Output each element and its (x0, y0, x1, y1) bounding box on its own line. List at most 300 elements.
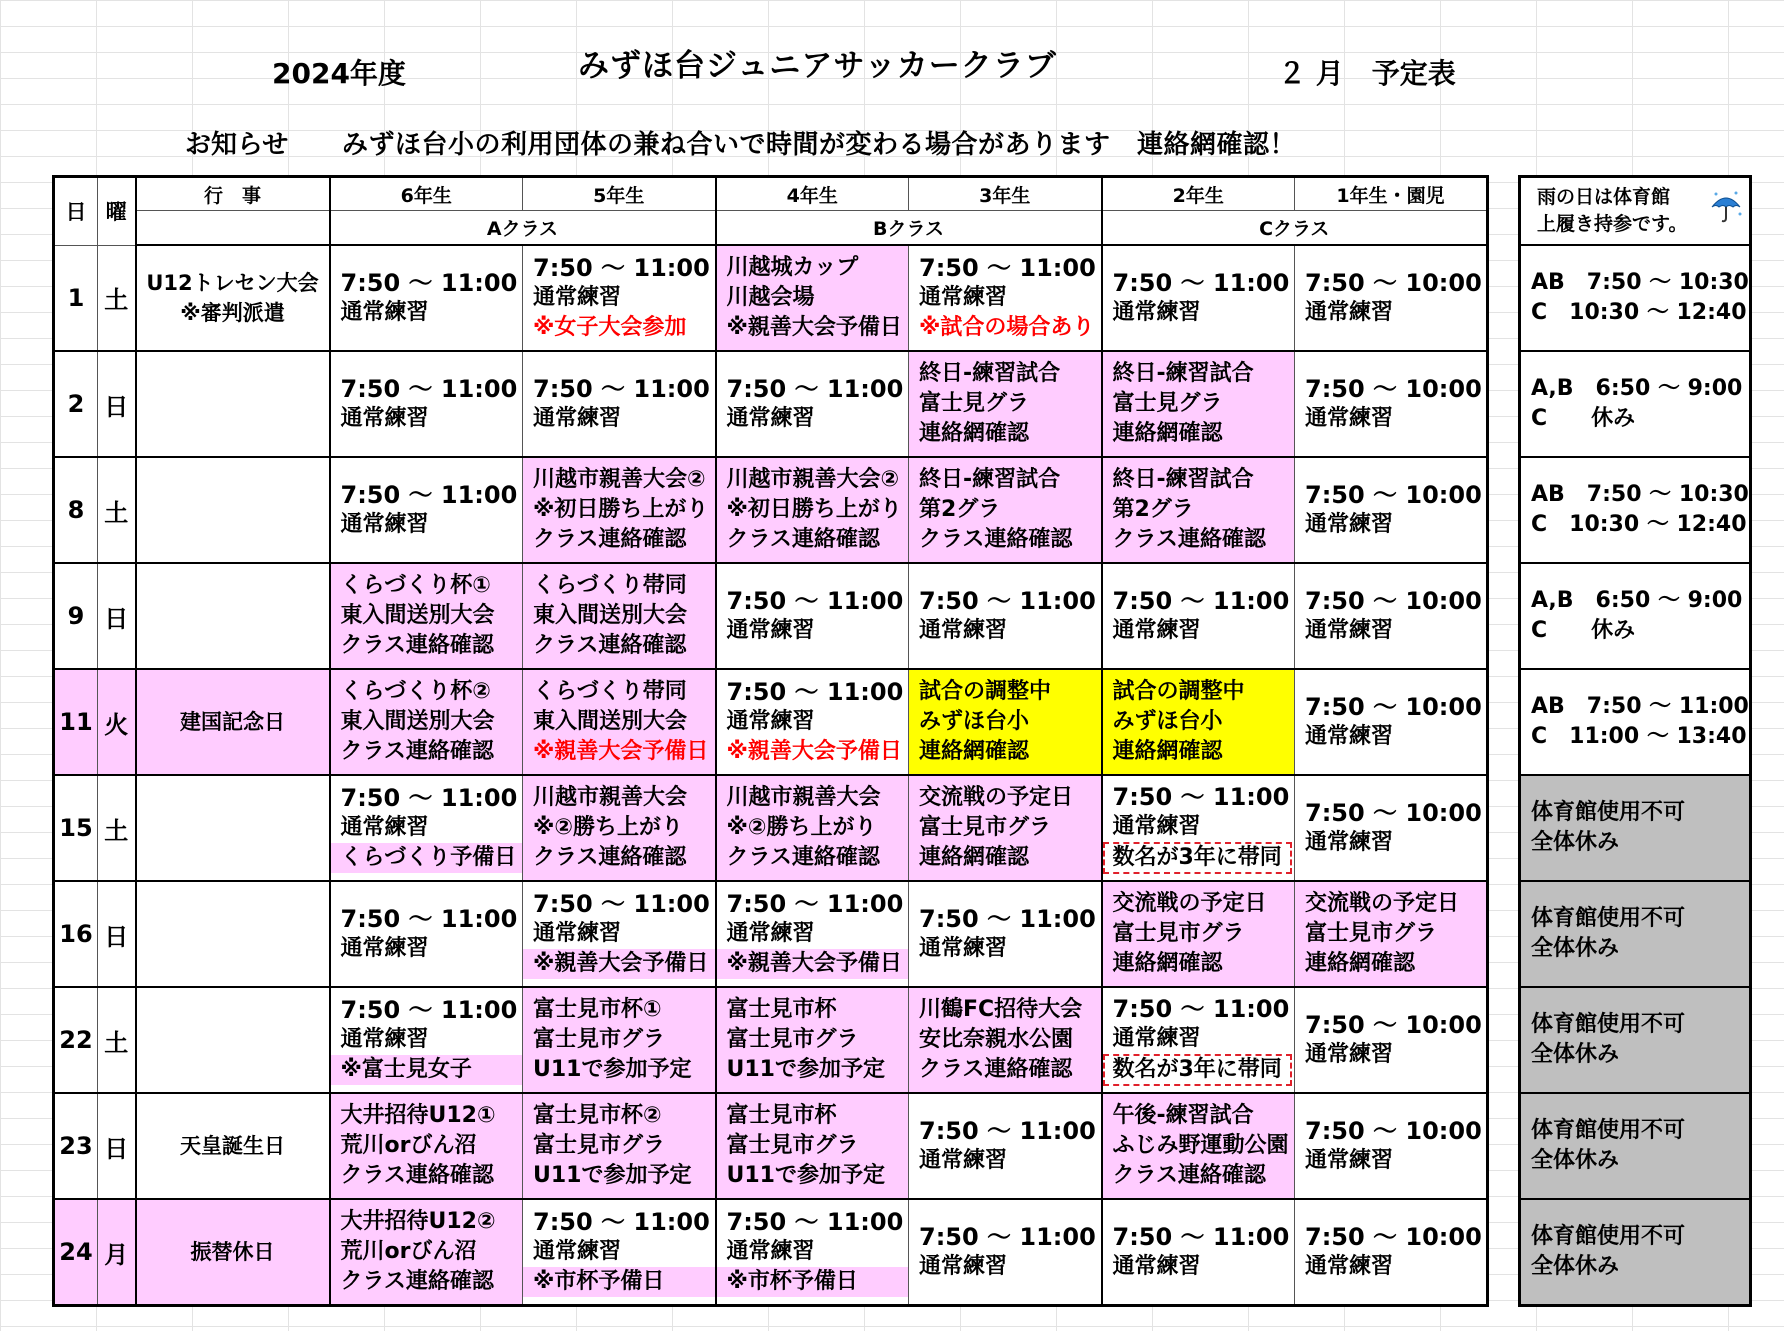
cell-line: クラス連絡確認 (1112, 527, 1266, 552)
cell-line: 7:50 ～ 11:00 (726, 375, 904, 403)
schedule-cell-g5 (523, 1199, 716, 1306)
cell-line: 交流戦の予定日 (1305, 891, 1460, 916)
col-header-g6: 6年生 (330, 177, 523, 211)
rain-schedule-cell (1520, 987, 1751, 1093)
cell-line: 通常練習 (919, 618, 1008, 643)
cell-line: くらづくり杯② (340, 679, 491, 704)
cell-line: ※女子大会参加 (533, 315, 687, 340)
schedule-cell-g6 (330, 457, 523, 563)
cell-line: 富士見グラ (919, 391, 1030, 416)
rain-schedule-cell (1520, 669, 1751, 775)
weekday: 土 (98, 245, 136, 351)
col-header-g3: 3年生 (909, 177, 1102, 211)
cell-line: くらづくり杯① (340, 573, 491, 598)
cell-line: 通常練習 (533, 1239, 622, 1264)
notice-text: みずほ台小の利用団体の兼ね合いで時間が変わる場合があります 連絡網確認！ (342, 130, 1297, 160)
cell-line: 全体休み (1531, 830, 1620, 855)
cell-line: 数名が3年に帯同 (1103, 842, 1293, 874)
cell-line: くらづくり予備日 (331, 843, 523, 873)
day-number: 16 (54, 881, 98, 987)
event-cell (136, 987, 330, 1093)
schedule-cell-g1 (1295, 457, 1488, 563)
cell-line: 通常練習 (340, 512, 429, 537)
schedule-cell-g6 (330, 1199, 523, 1306)
cell-line: 通常練習 (340, 406, 429, 431)
cell-line: C 10:30 ～ 12:40 (1531, 512, 1747, 537)
schedule-cell-g6 (330, 987, 523, 1093)
cell-line: C 11:00 ～ 13:40 (1531, 724, 1747, 749)
cell-line: 7:50 ～ 11:00 (533, 254, 710, 282)
schedule-cell-g6 (330, 1093, 523, 1199)
cell-line: 全体休み (1531, 936, 1620, 961)
day-number: 23 (54, 1093, 98, 1199)
schedule-cell-g3 (909, 987, 1102, 1093)
schedule-cell-g1 (1295, 987, 1488, 1093)
cell-line: AB 7:50 ～ 10:30 (1531, 270, 1749, 295)
cell-line: みずほ台小 (919, 709, 1030, 734)
cell-line: 終日-練習試合 (919, 361, 1061, 386)
schedule-cell-g5 (523, 987, 716, 1093)
cell-line: U11で参加予定 (726, 1057, 885, 1082)
schedule-table (52, 175, 1489, 1307)
day-number: 22 (54, 987, 98, 1093)
cell-line: 富士見市杯② (533, 1103, 662, 1128)
cell-line: クラス連絡確認 (533, 633, 687, 658)
schedule-cell-g3 (909, 563, 1102, 669)
schedule-cell-g1 (1295, 245, 1488, 351)
schedule-cell-g3 (909, 1093, 1102, 1199)
cell-line: 東入間送別大会 (533, 709, 688, 734)
cell-line: A,B 6:50 ～ 9:00 (1531, 588, 1743, 613)
cell-line: 通常練習 (340, 1027, 429, 1052)
cell-line: 通常練習 (726, 618, 815, 643)
schedule-cell-g2 (1102, 457, 1295, 563)
day-number: 15 (54, 775, 98, 881)
schedule-cell-g6 (330, 881, 523, 987)
cell-line: 全体休み (1531, 1148, 1620, 1173)
schedule-cell-g4 (716, 1093, 909, 1199)
cell-line: 通常練習 (1305, 1254, 1394, 1279)
cell-line: 交流戦の予定日 (1112, 891, 1267, 916)
cell-line: 通常練習 (726, 406, 815, 431)
schedule-cell-g4 (716, 245, 909, 351)
schedule-row (54, 669, 1488, 775)
cell-line: みずほ台小 (1112, 709, 1223, 734)
col-header-event: 行 事 (136, 177, 330, 211)
cell-line: ※市杯予備日 (717, 1267, 909, 1297)
weekday: 日 (98, 563, 136, 669)
schedule-cell-g4 (716, 457, 909, 563)
schedule-cell-g6 (330, 775, 523, 881)
schedule-cell-g2 (1102, 1199, 1295, 1306)
cell-line: 通常練習 (726, 709, 815, 734)
cell-line: 通常練習 (1305, 300, 1394, 325)
cell-line: クラス連絡確認 (340, 633, 494, 658)
cell-line: 第2グラ (919, 497, 1001, 522)
cell-line: ※初日勝ち上がり (726, 497, 902, 522)
cell-line: 通常練習 (1305, 512, 1394, 537)
class-b-header: Bクラス (716, 211, 1102, 246)
cell-line: クラス連絡確認 (340, 1269, 494, 1294)
schedule-cell-g3 (909, 775, 1102, 881)
day-number: 11 (54, 669, 98, 775)
schedule-cell-g6 (330, 563, 523, 669)
rain-schedule-cell (1520, 881, 1751, 987)
event-cell (136, 245, 330, 351)
schedule-row (54, 775, 1488, 881)
rain-day-table (1518, 175, 1752, 1307)
cell-line: C 10:30 ～ 12:40 (1531, 300, 1747, 325)
cell-line: 体育館使用不可 (1531, 1118, 1686, 1143)
cell-line: 体育館使用不可 (1531, 800, 1686, 825)
cell-line: A,B 6:50 ～ 9:00 (1531, 376, 1743, 401)
cell-line: 通常練習 (1305, 1042, 1394, 1067)
schedule-row (54, 563, 1488, 669)
cell-line: 7:50 ～ 11:00 (919, 1117, 1096, 1145)
schedule-cell-g2 (1102, 669, 1295, 775)
schedule-cell-g2 (1102, 351, 1295, 457)
schedule-row (54, 1199, 1488, 1306)
cell-line: ※親善大会予備日 (717, 949, 909, 979)
cell-line: 7:50 ～ 11:00 (533, 375, 710, 403)
schedule-cell-g4 (716, 351, 909, 457)
schedule-cell-g5 (523, 245, 716, 351)
cell-line: 川鶴FC招待大会 (919, 997, 1083, 1022)
cell-line: 7:50 ～ 11:00 (726, 1208, 904, 1236)
cell-line: クラス連絡確認 (919, 1057, 1073, 1082)
event-cell (136, 775, 330, 881)
cell-line: 7:50 ～ 10:00 (1305, 375, 1482, 403)
event-cell (136, 351, 330, 457)
schedule-cell-g1 (1295, 563, 1488, 669)
rain-schedule-cell (1520, 1199, 1751, 1306)
umbrella-icon (1709, 190, 1743, 224)
schedule-row (54, 987, 1488, 1093)
col-header-weekday: 曜 (98, 177, 136, 246)
rain-note-header (1520, 177, 1751, 246)
cell-line: 通常練習 (533, 921, 622, 946)
cell-line: 7:50 ～ 11:00 (919, 905, 1096, 933)
rain-schedule-cell (1520, 563, 1751, 669)
cell-line: 富士見市グラ (1112, 921, 1245, 946)
schedule-cell-g4 (716, 881, 909, 987)
rain-schedule-cell (1520, 775, 1751, 881)
cell-line: クラス連絡確認 (533, 527, 687, 552)
schedule-cell-g2 (1102, 775, 1295, 881)
schedule-cell-g3 (909, 457, 1102, 563)
cell-line: ※②勝ち上がり (726, 815, 877, 840)
cell-line: ふじみ野運動公園 (1112, 1133, 1289, 1158)
cell-line: クラス連絡確認 (340, 739, 494, 764)
schedule-cell-g6 (330, 351, 523, 457)
cell-line: 通常練習 (340, 936, 429, 961)
col-header-g1: 1年生・園児 (1295, 177, 1488, 211)
cell-line: 通常練習 (1112, 1254, 1201, 1279)
rain-note-line-2: 上履き持参です。 (1537, 213, 1688, 235)
weekday: 月 (98, 1199, 136, 1306)
event-cell (136, 457, 330, 563)
rain-schedule-cell (1520, 1093, 1751, 1199)
cell-line: 川越城カップ (726, 255, 859, 280)
weekday: 火 (98, 669, 136, 775)
schedule-cell-g4 (716, 1199, 909, 1306)
cell-line: 7:50 ～ 10:00 (1305, 1117, 1482, 1145)
cell-line: 通常練習 (340, 300, 429, 325)
cell-line: 連絡網確認 (1112, 739, 1223, 764)
notice-label: お知らせ (185, 130, 289, 160)
cell-line: クラス連絡確認 (340, 1163, 494, 1188)
schedule-cell-g4 (716, 563, 909, 669)
schedule-cell-g2 (1102, 1093, 1295, 1199)
cell-line: 全体休み (1531, 1042, 1620, 1067)
schedule-cell-g4 (716, 775, 909, 881)
club-title: みずほ台ジュニアサッカークラブ (578, 48, 1057, 84)
cell-line: U11で参加予定 (726, 1163, 885, 1188)
schedule-cell-g4 (716, 987, 909, 1093)
schedule-cell-g3 (909, 351, 1102, 457)
schedule-cell-g3 (909, 669, 1102, 775)
cell-line: 終日-練習試合 (919, 467, 1061, 492)
schedule-cell-g6 (330, 245, 523, 351)
cell-line: 7:50 ～ 11:00 (726, 587, 904, 615)
event-cell (136, 563, 330, 669)
schedule-cell-g5 (523, 669, 716, 775)
schedule-row (54, 457, 1488, 563)
cell-line: 富士見市杯 (726, 997, 837, 1022)
cell-line: 富士見グラ (1112, 391, 1223, 416)
cell-line: 通常練習 (1305, 1148, 1394, 1173)
cell-line: AB 7:50 ～ 10:30 (1531, 482, 1749, 507)
cell-line: 7:50 ～ 11:00 (919, 1223, 1096, 1251)
cell-line: クラス連絡確認 (1112, 1163, 1266, 1188)
cell-line: 富士見市杯① (533, 997, 662, 1022)
cell-line: 安比奈親水公園 (919, 1027, 1074, 1052)
schedule-cell-g2 (1102, 563, 1295, 669)
cell-line: 連絡網確認 (1305, 951, 1416, 976)
cell-line: 7:50 ～ 10:00 (1305, 481, 1482, 509)
cell-line: U11で参加予定 (533, 1163, 692, 1188)
cell-line: 富士見市グラ (1305, 921, 1438, 946)
cell-line: 連絡網確認 (919, 739, 1030, 764)
event-line: U12トレセン大会 (146, 271, 319, 295)
event-cell (136, 1199, 330, 1306)
cell-line: 通常練習 (1305, 618, 1394, 643)
cell-line: 富士見市グラ (533, 1027, 666, 1052)
cell-line: 7:50 ～ 11:00 (340, 481, 518, 509)
cell-line: ※親善大会予備日 (523, 949, 715, 979)
event-line: ※審判派遣 (180, 301, 285, 325)
schedule-cell-g1 (1295, 881, 1488, 987)
cell-line: 7:50 ～ 10:00 (1305, 1011, 1482, 1039)
event-cell (136, 1093, 330, 1199)
weekday: 土 (98, 457, 136, 563)
cell-line: ※市杯予備日 (523, 1267, 715, 1297)
cell-line: クラス連絡確認 (726, 845, 880, 870)
cell-line: 終日-練習試合 (1112, 467, 1254, 492)
cell-line: 試合の調整中 (1112, 679, 1245, 704)
cell-line: 川越市親善大会② (533, 467, 706, 492)
cell-line: 7:50 ～ 11:00 (340, 905, 518, 933)
col-header-event-blank (136, 211, 330, 246)
cell-line: 7:50 ～ 11:00 (1112, 1223, 1290, 1251)
cell-line: 川越市親善大会② (726, 467, 900, 492)
day-number: 2 (54, 351, 98, 457)
cell-line: 7:50 ～ 11:00 (533, 890, 710, 918)
schedule-row (54, 351, 1488, 457)
cell-line: ※初日勝ち上がり (533, 497, 709, 522)
cell-line: 連絡網確認 (919, 421, 1030, 446)
schedule-cell-g2 (1102, 245, 1295, 351)
cell-line: 7:50 ～ 11:00 (340, 269, 518, 297)
cell-line: 通常練習 (533, 285, 622, 310)
rain-schedule-cell (1520, 457, 1751, 563)
cell-line: 数名が3年に帯同 (1103, 1054, 1293, 1086)
cell-line: 7:50 ～ 11:00 (1112, 783, 1290, 811)
cell-line: 通常練習 (726, 1239, 815, 1264)
cell-line: 終日-練習試合 (1112, 361, 1254, 386)
cell-line: 通常練習 (919, 936, 1008, 961)
weekday: 土 (98, 987, 136, 1093)
cell-line: 7:50 ～ 11:00 (726, 890, 904, 918)
cell-line: 7:50 ～ 11:00 (726, 678, 904, 706)
cell-line: 午後-練習試合 (1112, 1103, 1254, 1128)
cell-line: 東入間送別大会 (340, 603, 495, 628)
cell-line: 体育館使用不可 (1531, 1224, 1686, 1249)
cell-line: 7:50 ～ 11:00 (340, 784, 518, 812)
cell-line: 通常練習 (1112, 1026, 1201, 1051)
schedule-cell-g1 (1295, 1199, 1488, 1306)
cell-line: 連絡網確認 (1112, 951, 1223, 976)
schedule-cell-g5 (523, 775, 716, 881)
event-line: 天皇誕生日 (180, 1134, 285, 1158)
cell-line: 川越会場 (726, 285, 815, 310)
event-line: 建国記念日 (180, 710, 285, 734)
rain-schedule-cell (1520, 351, 1751, 457)
schedule-row (54, 245, 1488, 351)
cell-line: 7:50 ～ 11:00 (919, 254, 1096, 282)
col-header-g5: 5年生 (523, 177, 716, 211)
schedule-cell-g1 (1295, 351, 1488, 457)
cell-line: 富士見市グラ (726, 1133, 859, 1158)
schedule-cell-g5 (523, 881, 716, 987)
cell-line: 大井招待U12① (340, 1103, 496, 1128)
weekday: 日 (98, 351, 136, 457)
cell-line: 通常練習 (340, 815, 429, 840)
cell-line: 7:50 ～ 10:00 (1305, 1223, 1482, 1251)
schedule-cell-g3 (909, 245, 1102, 351)
cell-line: 通常練習 (1305, 830, 1394, 855)
cell-line: ※親善大会予備日 (533, 739, 709, 764)
cell-line: 7:50 ～ 11:00 (1112, 587, 1290, 615)
cell-line: 7:50 ～ 10:00 (1305, 693, 1482, 721)
schedule-cell-g5 (523, 1093, 716, 1199)
schedule-row (54, 881, 1488, 987)
day-number: 8 (54, 457, 98, 563)
cell-line: 東入間送別大会 (533, 603, 688, 628)
cell-line: 荒川orびん沼 (340, 1239, 477, 1264)
weekday: 日 (98, 1093, 136, 1199)
cell-line: 富士見市グラ (919, 815, 1052, 840)
event-cell (136, 669, 330, 775)
cell-line: ※試合の場合あり (919, 315, 1095, 340)
schedule-cell-g1 (1295, 775, 1488, 881)
schedule-cell-g3 (909, 1199, 1102, 1306)
cell-line: 通常練習 (1112, 814, 1201, 839)
cell-line: 7:50 ～ 11:00 (1112, 269, 1290, 297)
cell-line: 通常練習 (1305, 406, 1394, 431)
class-c-header: Cクラス (1102, 211, 1488, 246)
col-header-day: 日 (54, 177, 98, 246)
cell-line: 通常練習 (919, 1148, 1008, 1173)
cell-line: 富士見市グラ (533, 1133, 666, 1158)
cell-line: 体育館使用不可 (1531, 1012, 1686, 1037)
cell-line: クラス連絡確認 (726, 527, 880, 552)
cell-line: 通常練習 (919, 1254, 1008, 1279)
cell-line: くらづくり帯同 (533, 679, 687, 704)
cell-line: 7:50 ～ 10:00 (1305, 269, 1482, 297)
cell-line: 体育館使用不可 (1531, 906, 1686, 931)
rain-note-line-1: 雨の日は体育館 (1537, 186, 1671, 208)
cell-line: 富士見市グラ (726, 1027, 859, 1052)
cell-line: 通常練習 (726, 921, 815, 946)
day-number: 1 (54, 245, 98, 351)
cell-line: U11で参加予定 (533, 1057, 692, 1082)
schedule-cell-g5 (523, 457, 716, 563)
schedule-cell-g2 (1102, 881, 1295, 987)
cell-line: 東入間送別大会 (340, 709, 495, 734)
schedule-cell-g3 (909, 881, 1102, 987)
schedule-cell-g5 (523, 351, 716, 457)
day-number: 9 (54, 563, 98, 669)
cell-line: クラス連絡確認 (533, 845, 687, 870)
cell-line: 大井招待U12② (340, 1209, 496, 1234)
cell-line: 7:50 ～ 11:00 (340, 375, 518, 403)
cell-line: 通常練習 (1112, 300, 1201, 325)
cell-line: 川越市親善大会 (726, 785, 881, 810)
cell-line: 7:50 ～ 11:00 (919, 587, 1096, 615)
cell-line: 川越市親善大会 (533, 785, 688, 810)
rain-schedule-cell (1520, 245, 1751, 351)
schedule-cell-g1 (1295, 1093, 1488, 1199)
schedule-row (54, 1093, 1488, 1199)
cell-line: AB 7:50 ～ 11:00 (1531, 694, 1749, 719)
weekday: 日 (98, 881, 136, 987)
cell-line: ※富士見女子 (331, 1055, 523, 1085)
cell-line: 全体休み (1531, 1254, 1620, 1279)
cell-line: 7:50 ～ 11:00 (1112, 995, 1290, 1023)
day-number: 24 (54, 1199, 98, 1306)
fiscal-year: 2024年度 (272, 57, 406, 90)
class-a-header: Aクラス (330, 211, 716, 246)
schedule-cell-g6 (330, 669, 523, 775)
cell-line: 荒川orびん沼 (340, 1133, 477, 1158)
cell-line: 通常練習 (533, 406, 622, 431)
cell-line: 通常練習 (919, 285, 1008, 310)
cell-line: 通常練習 (1112, 618, 1201, 643)
cell-line: 第2グラ (1112, 497, 1194, 522)
cell-line: 通常練習 (1305, 724, 1394, 749)
cell-line: 交流戦の予定日 (919, 785, 1074, 810)
schedule-cell-g2 (1102, 987, 1295, 1093)
weekday: 土 (98, 775, 136, 881)
event-line: 振替休日 (190, 1240, 275, 1264)
cell-line: 7:50 ～ 11:00 (340, 996, 518, 1024)
col-header-g4: 4年生 (716, 177, 909, 211)
cell-line: 7:50 ～ 10:00 (1305, 799, 1482, 827)
event-cell (136, 881, 330, 987)
cell-line: C 休み (1531, 618, 1636, 643)
cell-line: 試合の調整中 (919, 679, 1052, 704)
